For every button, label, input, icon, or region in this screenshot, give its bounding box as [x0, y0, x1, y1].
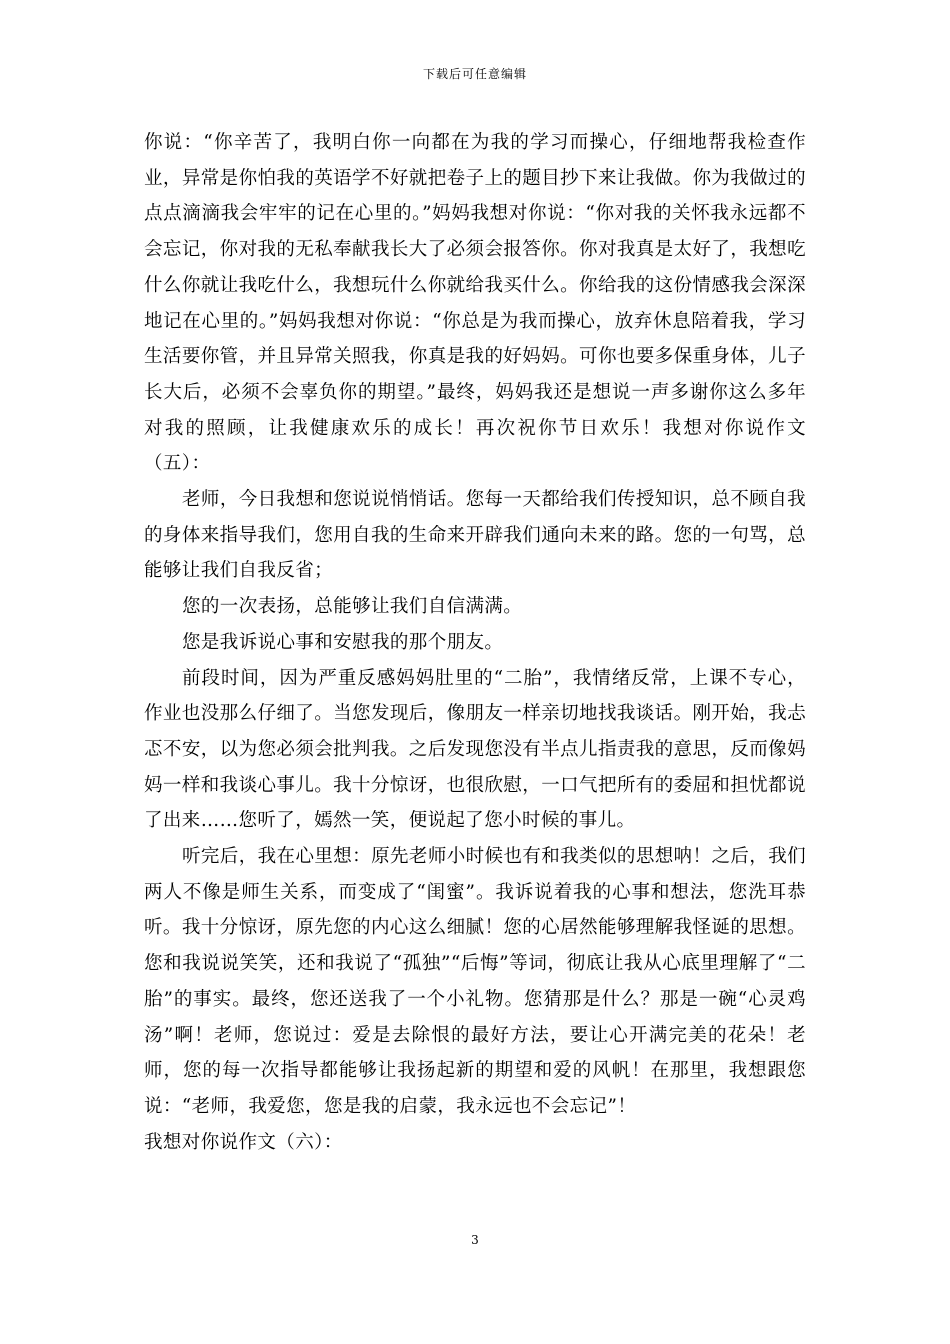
paragraph: 我想对你说作文（六）：: [144, 1131, 343, 1153]
paragraph: 听完后，我在心里想：原先老师小时候也有和我类似的思想呐！之后，我们两人不像是师生关系，而变成了“闺蜜”。我诉说着我的心事和想法，您洗耳恭听。我十分惊讶，原先您的内心这么细腻！您的心居然能够理解我怪诞的思想。您和我说说笑笑，还和我说了“孤独”“后悔”等词，彻底让我从心底里理解了“二胎”的事实。最终，您还送我了一个小礼物。您猜那是什么？那是一碗“心灵鸡汤”啊！老师，您说过：爱是去除恨的最好方法，要让心开满完美的花朵！老师，您的每一次指导都能够让我扬起新的期望和爱的风帆！在那里，我想跟您说：“老师，我爱您，您是我的启蒙，我永远也不会忘记”！: [144, 846, 806, 1117]
page-header: 下载后可任意编辑: [422, 67, 527, 81]
paragraph: 您是我诉说心事和安慰我的那个朋友。: [182, 631, 504, 653]
paragraph: 你说：“你辛苦了，我明白你一向都在为我的学习而操心，仔细地帮我检查作业，异常是你怕我的英语学不好就把卷子上的题目抄下来让我做。你为我做过的点点滴滴我会牢牢的记在心里的。”妈妈我想对你说：“你对我的关怀我永远都不会忘记，你对我的无私奉献我长大了必须会报答你。你对我真是太好了，我想吃什么你就让我吃什么，我想玩什么你就给我买什么。你给我的这份情感我会深深地记在心里的。”妈妈我想对你说：“你总是为我而操心，放弃休息陪着我，学习生活要你管，并且异常关照我，你真是我的好妈妈。可你也要多保重身体，儿子长大后，必须不会辜负你的期望。”最终，妈妈我还是想说一声多谢你这么多年对我的照顾，让我健康欢乐的成长！再次祝你节日欢乐！我想对你说作文（五）：: [144, 132, 806, 475]
page-number: 3: [471, 1233, 479, 1247]
paragraph: 前段时间，因为严重反感妈妈肚里的“二胎”，我情绪反常，上课不专心，作业也没那么仔细了。当您发现后，像朋友一样亲切地找我谈话。刚开始，我忐忑不安，以为您必须会批判我。之后发现您没有半点儿指责我的意思，反而像妈妈一样和我谈心事儿。我十分惊讶，也很欣慰，一口气把所有的委屈和担忧都说了出来……您听了，嫣然一笑，便说起了您小时候的事儿。: [144, 667, 806, 832]
paragraph: 老师，今日我想和您说说悄悄话。您每一天都给我们传授知识，总不顾自我的身体来指导我们，您用自我的生命来开辟我们通向未来的路。您的一句骂，总能够让我们自我反省；: [144, 489, 806, 582]
document-body: [144, 125, 806, 1160]
paragraph: 您的一次表扬，总能够让我们自信满满。: [182, 596, 523, 618]
